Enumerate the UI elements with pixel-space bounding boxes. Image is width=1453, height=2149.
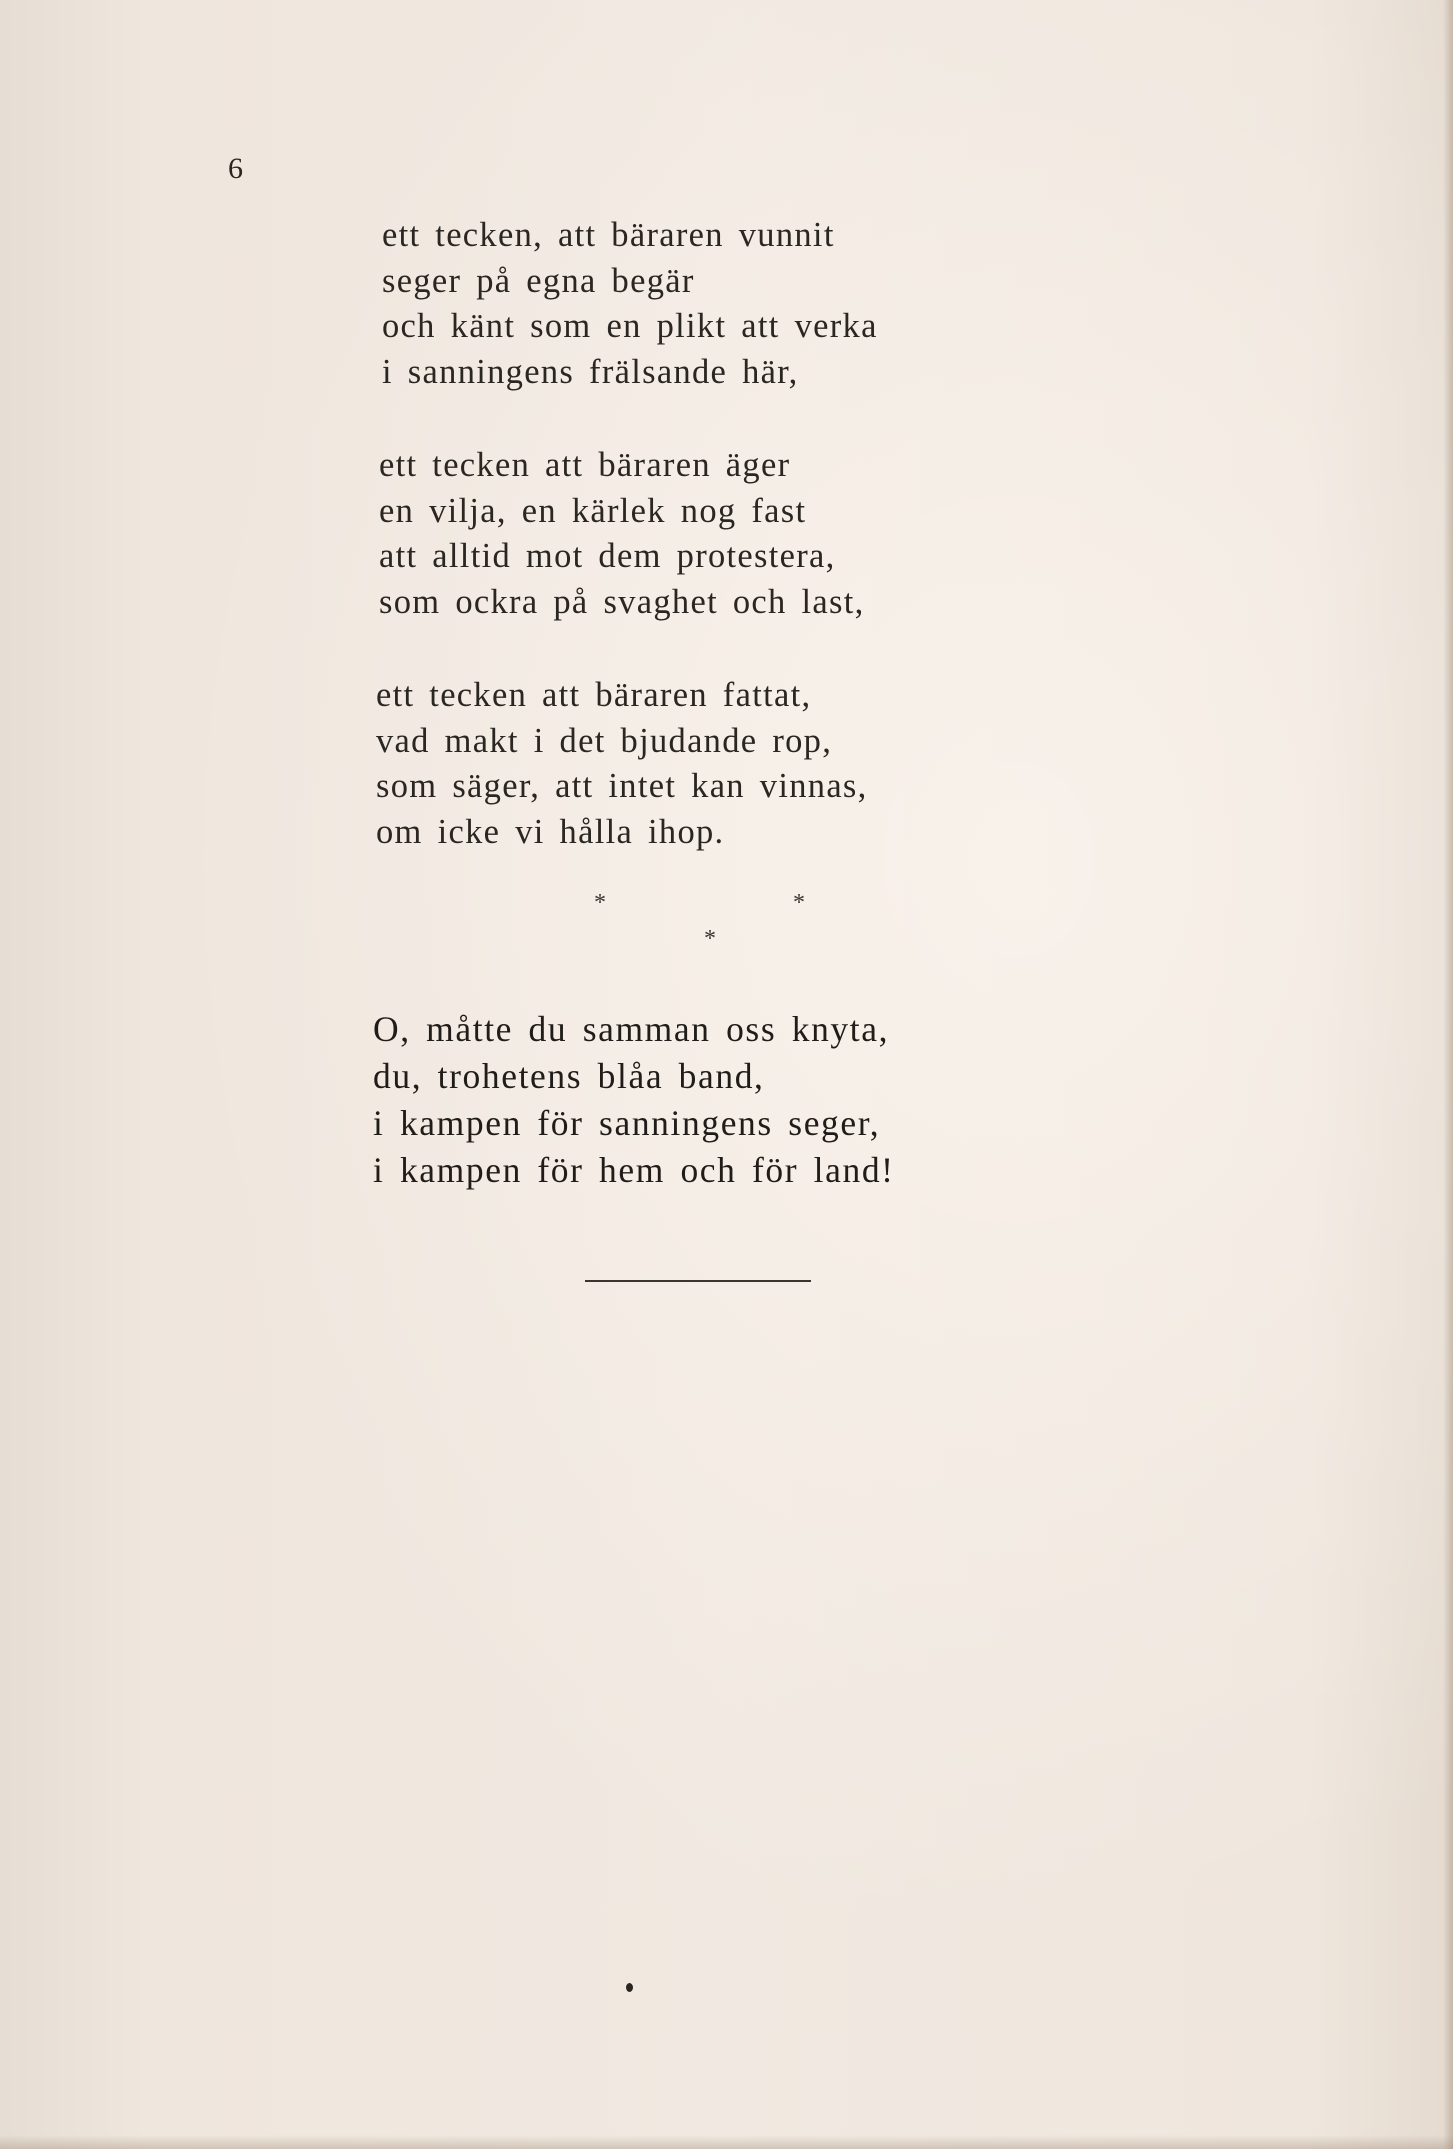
- verse-line: ett tecken att bäraren fattat,: [376, 676, 812, 714]
- verse-line: ett tecken, att bäraren vunnit: [382, 216, 835, 254]
- verse-line: O, måtte du samman oss knyta,: [373, 1009, 890, 1049]
- page-bottom-edge-shadow: [0, 2135, 1453, 2149]
- verse-line: du, trohetens blåa band,: [373, 1056, 765, 1096]
- stanza-1: [382, 213, 878, 395]
- verse-line: om icke vi hålla ihop.: [376, 812, 725, 851]
- verse-line: en vilja, en kärlek nog fast: [379, 491, 807, 530]
- verse-line: vad makt i det bjudande rop,: [376, 721, 833, 760]
- section-separator-asterisk: *: [594, 890, 606, 916]
- page-number: 6: [228, 152, 244, 185]
- verse-line: i sanningens frälsande här,: [382, 352, 799, 391]
- end-rule: [585, 1280, 811, 1282]
- verse-line: som ockra på svaghet och last,: [379, 582, 865, 621]
- verse-line: i kampen för hem och för land!: [373, 1150, 895, 1190]
- stanza-3: [376, 673, 868, 855]
- section-separator-asterisk: *: [793, 890, 805, 916]
- stanza-4: [373, 1006, 895, 1194]
- verse-line: ett tecken att bäraren äger: [379, 446, 791, 484]
- stanza-2: [379, 443, 865, 625]
- verse-line: och känt som en plikt att verka: [382, 307, 878, 345]
- ink-speck: [626, 1983, 633, 1992]
- section-separator-asterisk: *: [704, 926, 716, 952]
- verse-line: som säger, att intet kan vinnas,: [376, 767, 868, 805]
- verse-line: seger på egna begär: [382, 261, 695, 300]
- verse-line: i kampen för sanningens seger,: [373, 1103, 881, 1143]
- verse-line: att alltid mot dem protestera,: [379, 537, 836, 575]
- page-right-edge-shadow: [1443, 0, 1453, 2149]
